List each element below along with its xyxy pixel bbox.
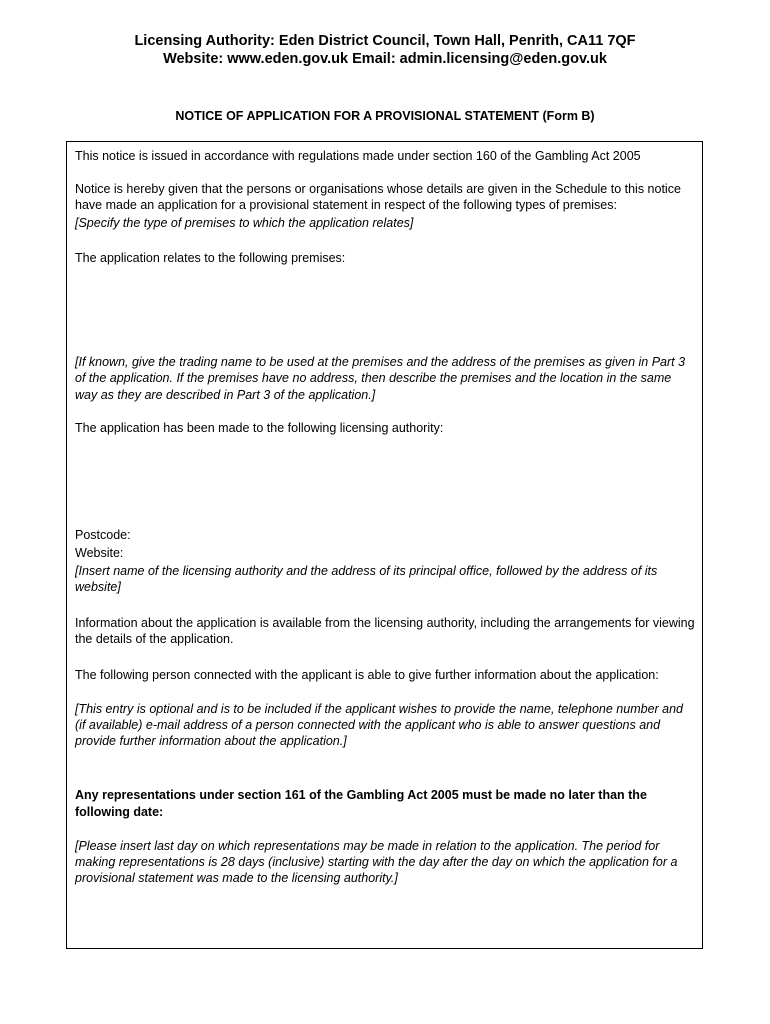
- premises-address-field[interactable]: [If known, give the trading name to be used at the premises and the address of the premises as given in Part 3 of the application. If the premises have no address, then describe the premises and the location in the same way as they are described in Part 3 of the application.]: [75, 354, 686, 402]
- authority-contact: Website: www.eden.gov.uk Email: admin.licensing@eden.gov.uk: [163, 51, 607, 67]
- authority-name-field[interactable]: [Insert name of the licensing authority and the address of its principal office, followed by the address of its website]: [75, 563, 658, 594]
- notice-text: Notice is hereby given that the persons or organisations whose details are given in the Schedule to this notice have made an application for a provisional statement in respect of the following types of premises:: [75, 181, 681, 212]
- contact-label: The following person connected with the applicant is able to give further information about the application:: [75, 667, 659, 682]
- representations-text: Any representations under section 161 of the Gambling Act 2005 must be made no later than the following date:: [75, 788, 647, 819]
- notice-form: [66, 141, 703, 949]
- premises-label: The application relates to the following premises:: [75, 251, 346, 265]
- authority-address: Licensing Authority: Eden District Council, Town Hall, Penrith, CA11 7QF: [134, 33, 636, 49]
- website-label: Website:: [75, 545, 124, 560]
- premises-type-field[interactable]: [Specify the type of premises to which the application relates]: [75, 215, 414, 230]
- contact-details-field[interactable]: [This entry is optional and is to be included if the applicant wishes to provide the name, telephone number and (if available) e-mail address of a person connected with the applicant who is able to answer questions and provide further information about the application.]: [75, 702, 684, 748]
- page-header: [0, 32, 770, 68]
- info-available-text: Information about the application is available from the licensing authority, including the arrangements for viewing the details of the application.: [75, 615, 695, 646]
- representation-date-field[interactable]: [Please insert last day on which representations may be made in relation to the application. The period for making representations is 28 days (inclusive) starting with the day after the day on which the application for a provisional statement was made to the licensing authority.]: [75, 839, 678, 885]
- authority-label: The application has been made to the following licensing authority:: [75, 421, 444, 435]
- postcode-label: Postcode:: [75, 527, 131, 542]
- intro-text: This notice is issued in accordance with regulations made under section 160 of the Gambling Act 2005: [75, 149, 641, 163]
- page-title: NOTICE OF APPLICATION FOR A PROVISIONAL STATEMENT (Form B): [175, 109, 595, 123]
